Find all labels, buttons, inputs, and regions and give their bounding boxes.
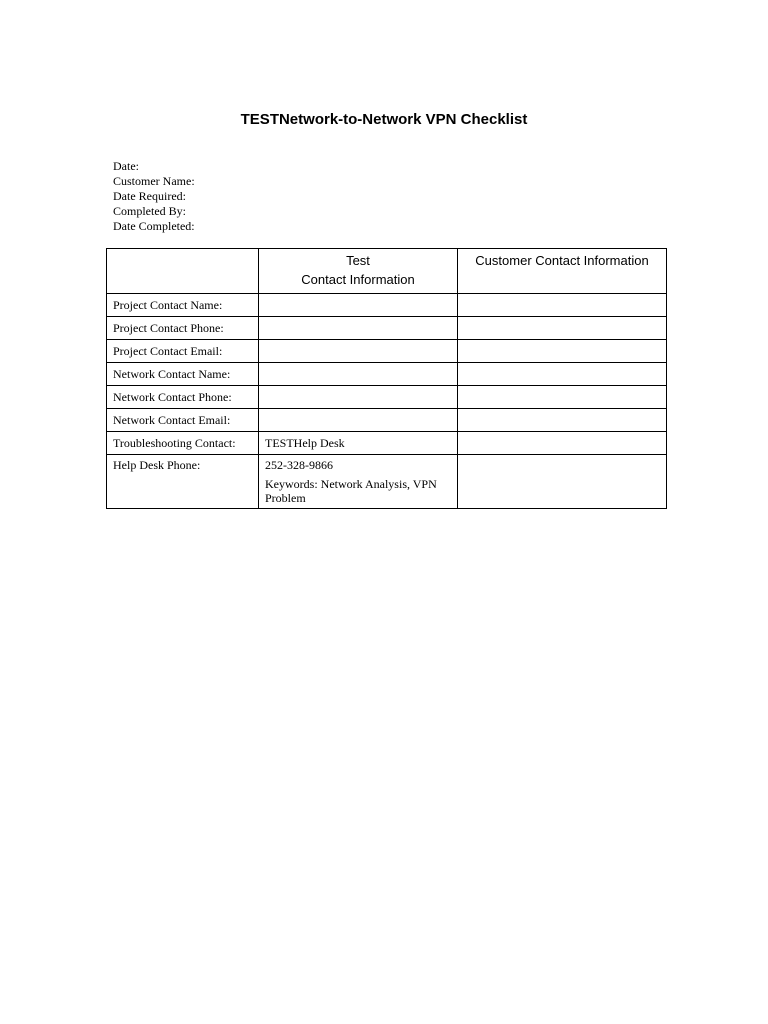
table-row xyxy=(107,363,667,386)
header-blank-cell xyxy=(107,249,259,294)
row-label: Project Contact Name: xyxy=(107,294,259,317)
table-header-row xyxy=(107,249,667,294)
help-desk-phone-cell xyxy=(259,455,458,509)
table-row xyxy=(107,294,667,317)
meta-date-label: Date: xyxy=(113,159,139,173)
row-label: Project Contact Email: xyxy=(107,340,259,363)
row-label: Project Contact Phone: xyxy=(107,317,259,340)
meta-date-completed-label: Date Completed: xyxy=(113,219,195,233)
customer-value-cell xyxy=(458,409,667,432)
test-value-cell xyxy=(259,409,458,432)
test-value-cell xyxy=(259,317,458,340)
row-label: Network Contact Name: xyxy=(107,363,259,386)
row-label: Network Contact Email: xyxy=(107,409,259,432)
customer-value-cell xyxy=(458,340,667,363)
row-label: Network Contact Phone: xyxy=(107,386,259,409)
header-contact-information-label: Contact Information xyxy=(301,272,415,287)
header-customer-contact-information: Customer Contact Information xyxy=(458,249,667,294)
table-row xyxy=(107,432,667,455)
test-value-cell xyxy=(259,363,458,386)
header-test-contact-information xyxy=(259,249,458,294)
test-value-cell: TESTHelp Desk xyxy=(259,432,458,455)
test-value-cell xyxy=(259,294,458,317)
table-row xyxy=(107,455,667,509)
table-row xyxy=(107,317,667,340)
meta-date-required-label: Date Required: xyxy=(113,189,186,203)
meta-completed-by-label: Completed By: xyxy=(113,204,186,218)
test-value-cell xyxy=(259,340,458,363)
checklist-meta-fields xyxy=(113,159,195,234)
row-label: Troubleshooting Contact: xyxy=(107,432,259,455)
table-row xyxy=(107,386,667,409)
customer-value-cell xyxy=(458,294,667,317)
document-title: TESTNetwork-to-Network VPN Checklist xyxy=(240,111,528,128)
test-value-cell xyxy=(259,386,458,409)
customer-value-cell xyxy=(458,386,667,409)
table-row xyxy=(107,409,667,432)
help-desk-keywords: Keywords: Network Analysis, VPN Problem xyxy=(265,477,437,505)
row-label: Help Desk Phone: xyxy=(107,455,259,509)
customer-value-cell xyxy=(458,432,667,455)
help-desk-phone-number: 252-328-9866 xyxy=(265,458,333,472)
customer-value-cell xyxy=(458,455,667,509)
customer-value-cell xyxy=(458,363,667,386)
meta-customer-name-label: Customer Name: xyxy=(113,174,195,188)
header-test-label: Test xyxy=(346,253,370,268)
table-row xyxy=(107,340,667,363)
customer-value-cell xyxy=(458,317,667,340)
contact-information-table xyxy=(106,248,667,509)
